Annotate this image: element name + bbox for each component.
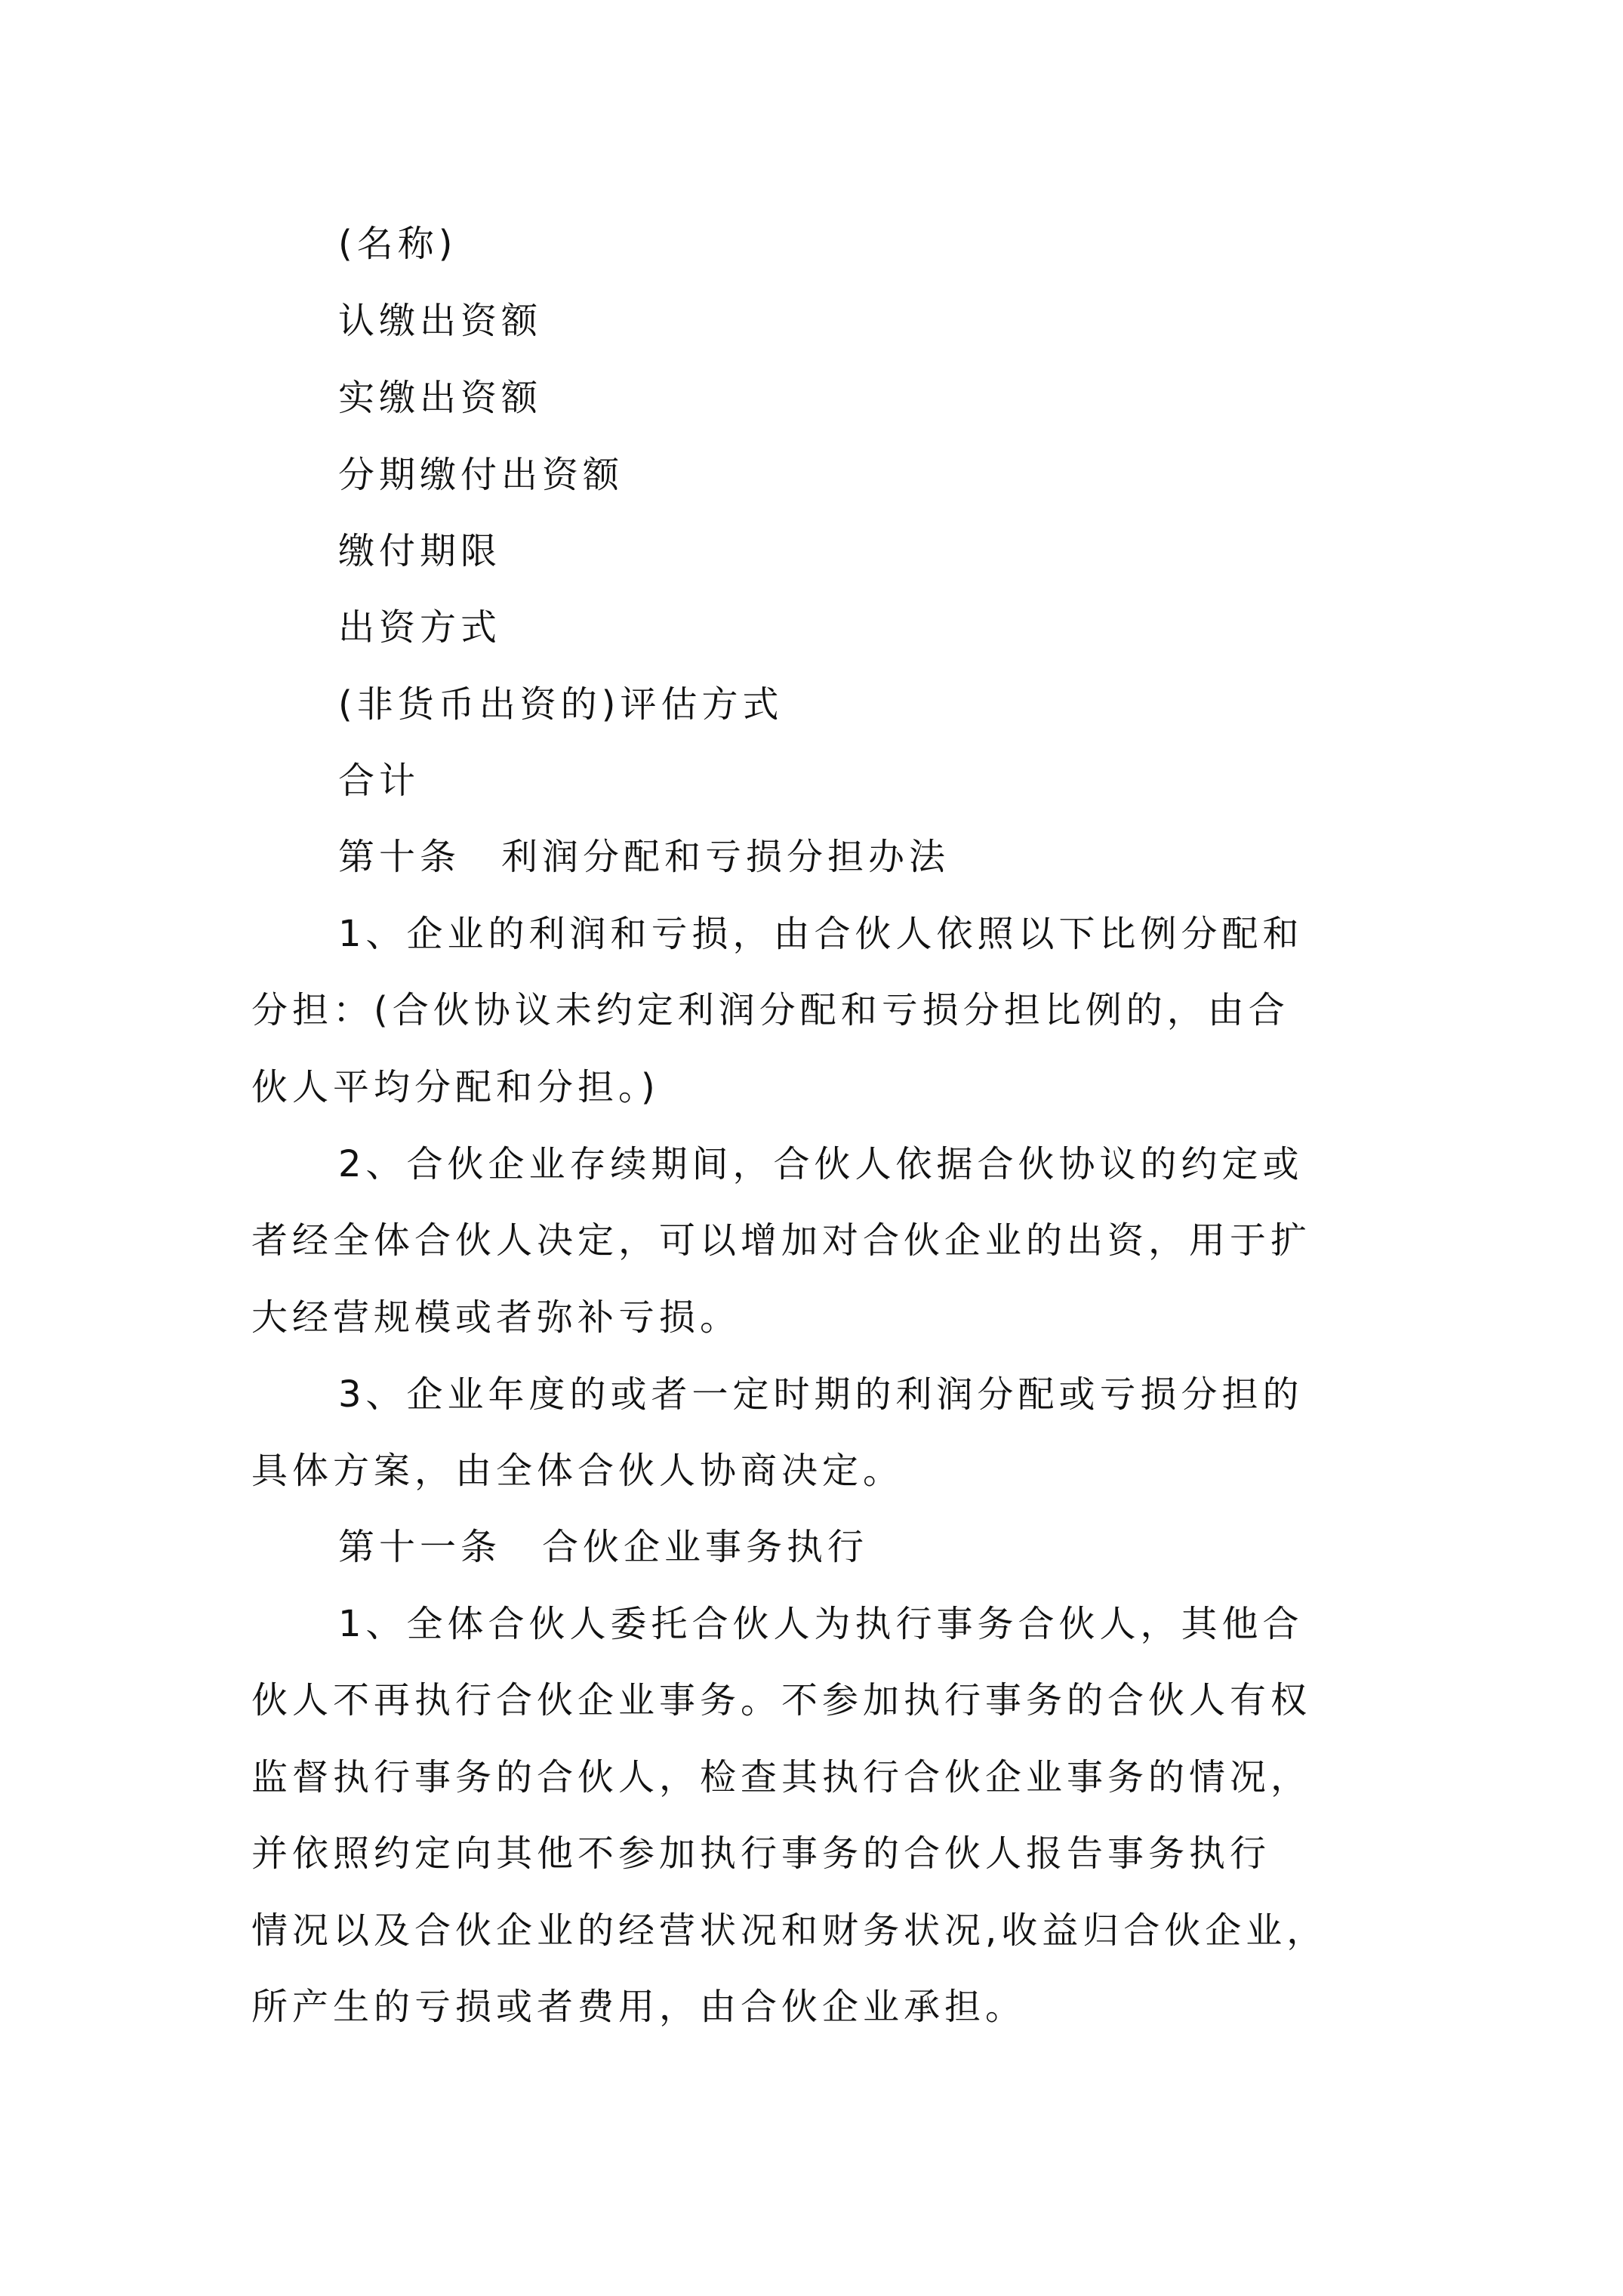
article-11-para1-line4: 并依照约定向其他不参加执行事务的合伙人报告事务执行 — [251, 1832, 1271, 1875]
field-contribution-method: 出资方式 — [338, 606, 502, 649]
field-installment-capital: 分期缴付出资额 — [338, 454, 624, 496]
article-10-heading: 第十条 利润分配和亏损分担办法 — [338, 836, 950, 878]
field-total: 合计 — [338, 760, 420, 802]
article-10-para3-line1: 3、企业年度的或者一定时期的利润分配或亏损分担的 — [338, 1373, 1304, 1416]
article-10-para1-line2: 分担：(合伙协议未约定利润分配和亏损分担比例的，由合 — [251, 989, 1289, 1031]
article-11-heading: 第十一条 合伙企业事务执行 — [338, 1526, 869, 1568]
article-11-para1-line6: 所产生的亏损或者费用，由合伙企业承担。 — [251, 1986, 1027, 2028]
article-11-para1-line2: 伙人不再执行合伙企业事务。不参加执行事务的合伙人有权 — [251, 1679, 1312, 1721]
article-10-para2-line3: 大经营规模或者弥补亏损。 — [251, 1296, 741, 1339]
article-10-para2-line1: 2、合伙企业存续期间，合伙人依据合伙协议的约定或 — [338, 1143, 1304, 1185]
article-10-para3-line2: 具体方案，由全体合伙人协商决定。 — [251, 1450, 904, 1492]
article-11-para1-line3: 监督执行事务的合伙人，检查其执行合伙企业事务的情况， — [251, 1756, 1312, 1798]
article-11-para1-line5: 情况以及合伙企业的经营状况和财务状况,收益归合伙企业， — [251, 1909, 1328, 1952]
field-paid-in-capital: 实缴出资额 — [338, 377, 543, 419]
article-10-para2-line2: 者经全体合伙人决定，可以增加对合伙企业的出资，用于扩 — [251, 1219, 1312, 1262]
article-10-para1-line1: 1、企业的利润和亏损，由合伙人依照以下比例分配和 — [338, 913, 1304, 955]
field-name-label: (名称) — [338, 223, 457, 265]
field-payment-deadline: 缴付期限 — [338, 530, 502, 572]
field-subscribed-capital: 认缴出资额 — [338, 300, 543, 342]
field-valuation-method: (非货币出资的)评估方式 — [338, 683, 784, 726]
article-11-para1-line1: 1、全体合伙人委托合伙人为执行事务合伙人，其他合 — [338, 1603, 1304, 1645]
article-10-para1-line3: 伙人平均分配和分担。) — [251, 1066, 660, 1108]
